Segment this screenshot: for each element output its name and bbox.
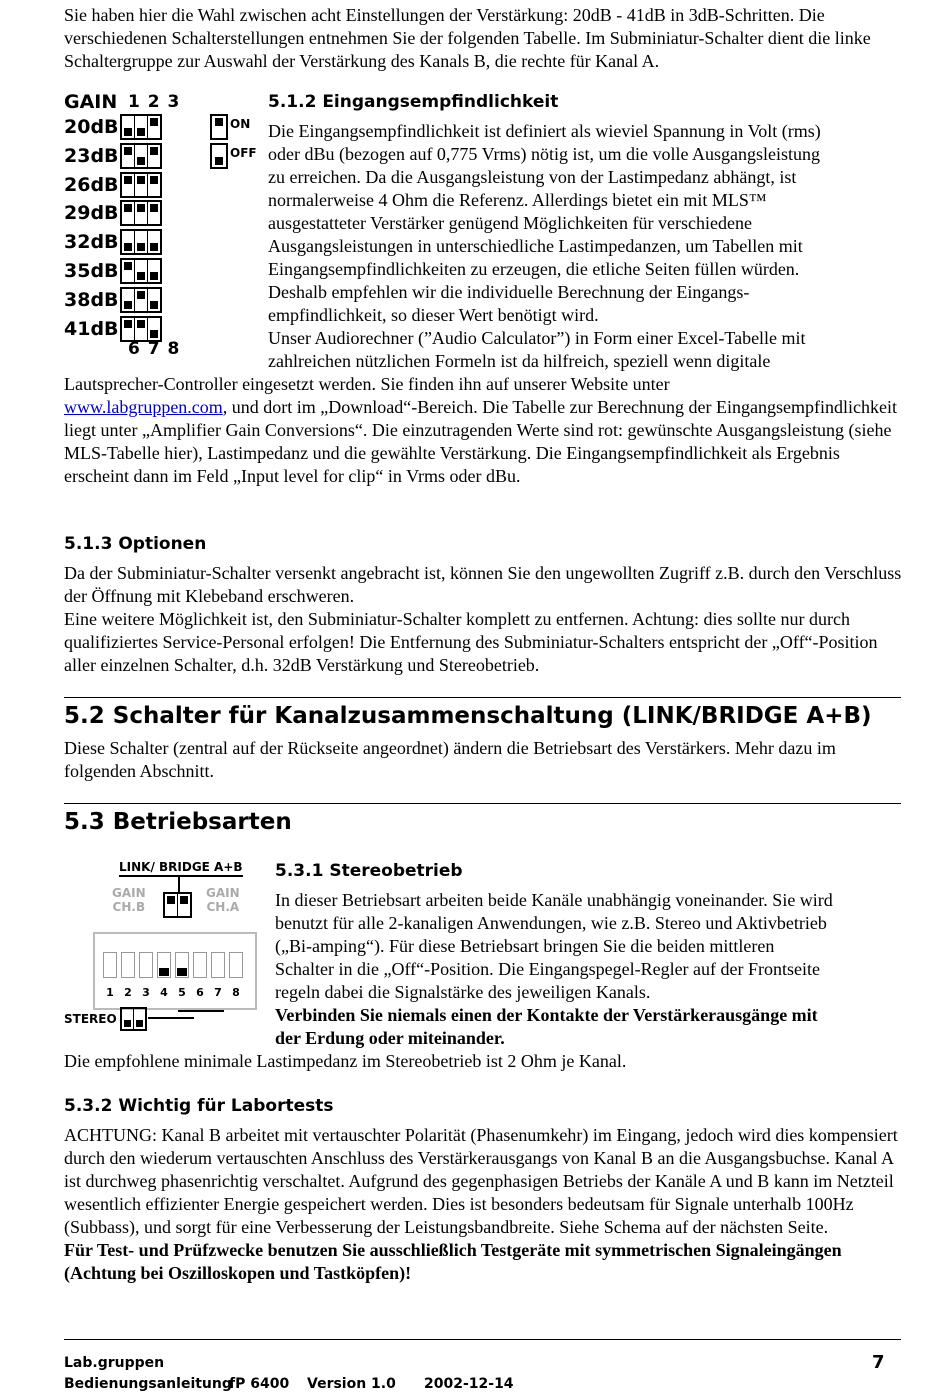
gain-row (64, 257, 162, 285)
dip-switch-block (93, 932, 257, 1010)
text-line: ausgestatteter Verstärker genügend Möglichkeiten für verschiedene (268, 213, 752, 233)
dip-switch-icon (120, 316, 162, 342)
s532-bold-warning: Für Test- und Prüfzwecke benutzen Sie ausschließlich Testgeräte mit symmetrischen Signaleingängen (Achtung bei Oszilloskopen und Tastköpfen)! (64, 1240, 842, 1283)
gain-row-label: 41dB (64, 317, 119, 340)
stereo-switch-icon (120, 1007, 147, 1031)
text-line: Deshalb empfehlen wir die individuelle Berechnung der Eingangs- (268, 282, 750, 302)
text-line: Die Eingangsempfindlichkeit ist definiert als wieviel Spannung in Volt (rms) (268, 121, 821, 141)
text-line: empfindlichkeit, so dieser Wert benötigt wird. (268, 305, 599, 325)
dip-switch-icon (120, 258, 162, 284)
dip-switch-number: 4 (160, 986, 168, 999)
link-bridge-switch-icon (163, 892, 192, 918)
connector-line (178, 876, 180, 892)
gain-row-label: 32dB (64, 231, 119, 254)
dip-switch-number: 8 (232, 986, 240, 999)
text-line: normalerweise 4 Ohm die Referenz. Allerdings bietet ein mit MLS™ (268, 190, 767, 210)
s52-paragraph: Diese Schalter (zentral auf der Rückseite angeordnet) ändern die Betriebsart des Verstärkers. Mehr dazu im folgenden Abschnitt. (64, 738, 836, 781)
s531-wrapped-text (275, 889, 905, 1004)
gain-row (64, 113, 162, 141)
section-heading-5-1-2: 5.1.2 Eingangsempfindlichkeit (268, 92, 559, 112)
dip-switch-number: 2 (124, 986, 132, 999)
s531-warning-line-1: Verbinden Sie niemals einen der Kontakte der Verstärkerausgänge mit (275, 1005, 818, 1025)
text-line: („Bi-amping“). Für diese Betriebsart bringen Sie die beiden mittleren (275, 936, 775, 956)
dip-switch-number: 3 (142, 986, 150, 999)
stereo-label: STEREO (64, 1012, 117, 1026)
gain-row-label: 23dB (64, 144, 119, 167)
labgruppen-website-link[interactable]: www.labgruppen.com (64, 397, 223, 417)
dip-switch (139, 952, 153, 978)
footer-page-number: 7 (872, 1352, 885, 1373)
gain-row (64, 286, 162, 314)
dip-switch-number: 1 (106, 986, 114, 999)
s531-warning-line-2: der Erdung oder miteinander. (275, 1028, 505, 1048)
text-line: Eingangsempfindlichkeiten zu erzeugen, die etliche Seiten füllen würden. (268, 259, 800, 279)
gain-ch-a-label: GAIN CH.A (206, 886, 240, 914)
section-heading-5-2: 5.2 Schalter für Kanalzusammenschaltung (LINK/BRIDGE A+B) (64, 703, 872, 729)
stereo-pointer-line (148, 1017, 194, 1019)
footer-doc-title: Bedienungsanleitung (64, 1376, 232, 1392)
switch-off-icon (210, 143, 228, 169)
dip-switch-numbers (103, 986, 243, 999)
dip-switch-number: 6 (196, 986, 204, 999)
s513-paragraph-1: Da der Subminiatur-Schalter versenkt angebracht ist, können Sie den ungewollten Zugriff z.B. durch den Verschluss der Öffnung mit Klebeband erschweren. (64, 563, 902, 606)
dip-switch (103, 952, 117, 978)
legend-on-label: ON (230, 117, 251, 131)
dip-switch (157, 952, 171, 978)
gain-header-label: GAIN (64, 91, 118, 113)
section-heading-5-3-1: 5.3.1 Stereobetrieb (275, 861, 463, 881)
dip-switch (211, 952, 225, 978)
dip-switch (175, 952, 189, 978)
s532-paragraph (64, 1124, 904, 1285)
dip-switch (193, 952, 207, 978)
gain-row (64, 142, 162, 170)
s512-text-1: Lautsprecher-Controller eingesetzt werden. Sie finden ihn auf unserer Website unter (64, 374, 670, 394)
text-line: zu erreichen. Da die Ausgangsleistung von der Lastimpedanz abhängt, ist (268, 167, 797, 187)
gain-ch-b-label: GAIN CH.B (112, 886, 146, 914)
section-heading-5-1-3: 5.1.3 Optionen (64, 534, 207, 554)
gain-footer-numbers: 6 7 8 (128, 339, 181, 359)
gain-row (64, 228, 162, 256)
gain-row-label: 38dB (64, 288, 119, 311)
gain-row (64, 199, 162, 227)
dip-switch (121, 952, 135, 978)
footer-model: fP 6400 (229, 1376, 290, 1392)
gain-row-label: 20dB (64, 116, 119, 138)
section-divider (64, 697, 901, 698)
text-line: Schalter in die „Off“-Position. Die Eingangspegel-Regler auf der Frontseite (275, 959, 821, 979)
gain-row-label: 35dB (64, 260, 119, 282)
gain-row-label: 26dB (64, 173, 119, 196)
stereo-pointer-line (178, 1010, 224, 1012)
gain-header-numbers: 1 2 3 (128, 92, 181, 112)
intro-paragraph: Sie haben hier die Wahl zwischen acht Einstellungen der Verstärkung: 20dB - 41dB in 3dB-Schritten. Die verschiedenen Schalterstellungen entnehmen Sie der folgenden Tabelle. Im Subminiatur-Schalter dient die linke Schaltergruppe zur Auswahl der Verstärkung des Kanals B, die rechte für Kanal A. (64, 5, 871, 71)
s512-wrapped-text (268, 120, 908, 373)
text-line: zahlreichen nützlichen Formeln ist da hilfreich, speziell wenn digitale (268, 351, 771, 371)
dip-switch-icon (120, 114, 162, 140)
text-line: benutzt für alle 2-kanaligen Anwendungen, wie z.B. Stereo und Aktivbetrieb (275, 913, 827, 933)
s513-paragraph-2: Eine weitere Möglichkeit ist, den Subminiatur-Schalter komplett zu entfernen. Achtung: dies sollte nur durch qualifiziertes Service-Personal erfolgen! Die Entfernung des Subminiatur-Schalters entspricht der „Off“-Position aller einzelnen Schalter, d.h. 32dB Verstärkung und Stereobetrieb. (64, 609, 878, 675)
footer-divider (64, 1339, 901, 1340)
text-line: Ausgangsleistungen in unterschiedliche Lastimpedanzen, um Tabellen mit (268, 236, 803, 256)
section-divider (64, 803, 901, 804)
dip-switch-number: 5 (178, 986, 186, 999)
text-line: Unser Audiorechner (”Audio Calculator”) in Form einer Excel-Tabelle mit (268, 328, 806, 348)
dip-switch-number: 7 (214, 986, 222, 999)
gain-row (64, 171, 162, 199)
dip-switch-icon (120, 287, 162, 313)
dip-switch-icon (120, 172, 162, 198)
gain-row-label: 29dB (64, 202, 119, 225)
switch-on-icon (210, 114, 228, 140)
footer-version: Version 1.0 (307, 1376, 396, 1392)
section-heading-5-3-2: 5.3.2 Wichtig für Labortests (64, 1096, 334, 1116)
link-bridge-title: LINK/ BRIDGE A+B (119, 860, 243, 877)
footer-company: Lab.gruppen (64, 1355, 165, 1371)
dip-switch-icon (120, 143, 162, 169)
footer-date: 2002-12-14 (424, 1376, 514, 1392)
section-heading-5-3: 5.3 Betriebsarten (64, 809, 292, 835)
dip-switch (229, 952, 243, 978)
text-line: regeln dabei die Signalstärke des jeweiligen Kanals. (275, 982, 651, 1002)
text-line: oder dBu (bezogen auf 0,775 Vrms) nötig ist, um die volle Ausgangsleistung (268, 144, 821, 164)
s532-text: ACHTUNG: Kanal B arbeitet mit vertauschter Polarität (Phasenumkehr) im Eingang, jedoch wird dies kompensiert durch den wiederum vertauschten Anschluss des Verstärkerausgangs von Kanal B an die Ausgangsbuchse. Kanal A ist durchweg phasenrichtig verschaltet. Aufgrund des gegenphasigen Betriebs der Kanäle A und B kann im Netzteil wesentlich effizienter Energie gespeichert werden. Dies ist besonders bedeutsam für Signale unterhalb 100Hz (Subbass), und sorgt für eine Verbesserung der Leistungsbandbreite. Siehe Schema auf der nächsten Seite. (64, 1125, 898, 1237)
s512-text-2: , und dort im „Download“-Bereich. Die Tabelle zur Berechnung der Eingangsempfindlichkeit liegt unter „Amplifier Gain Conversions“. Die einzutragenden Werte sind rot: gewünschte Ausgangsleistung (siehe MLS-Tabelle hier), Lastimpedanz und die gewählte Verstärkung. Die Eingangsempfindlichkeit als Ergebnis erscheint dann im Feld „Input level for clip“ in Vrms oder dBu. (64, 397, 897, 486)
dip-switch-row (103, 952, 243, 978)
text-line: In dieser Betriebsart arbeiten beide Kanäle unabhängig voneinander. Sie wird (275, 890, 833, 910)
dip-switch-icon (120, 229, 162, 255)
legend-off-label: OFF (230, 146, 257, 160)
s531-last-line: Die empfohlene minimale Lastimpedanz im Stereobetrieb ist 2 Ohm je Kanal. (64, 1051, 627, 1071)
s512-continued-text (64, 373, 904, 488)
dip-switch-icon (120, 200, 162, 226)
